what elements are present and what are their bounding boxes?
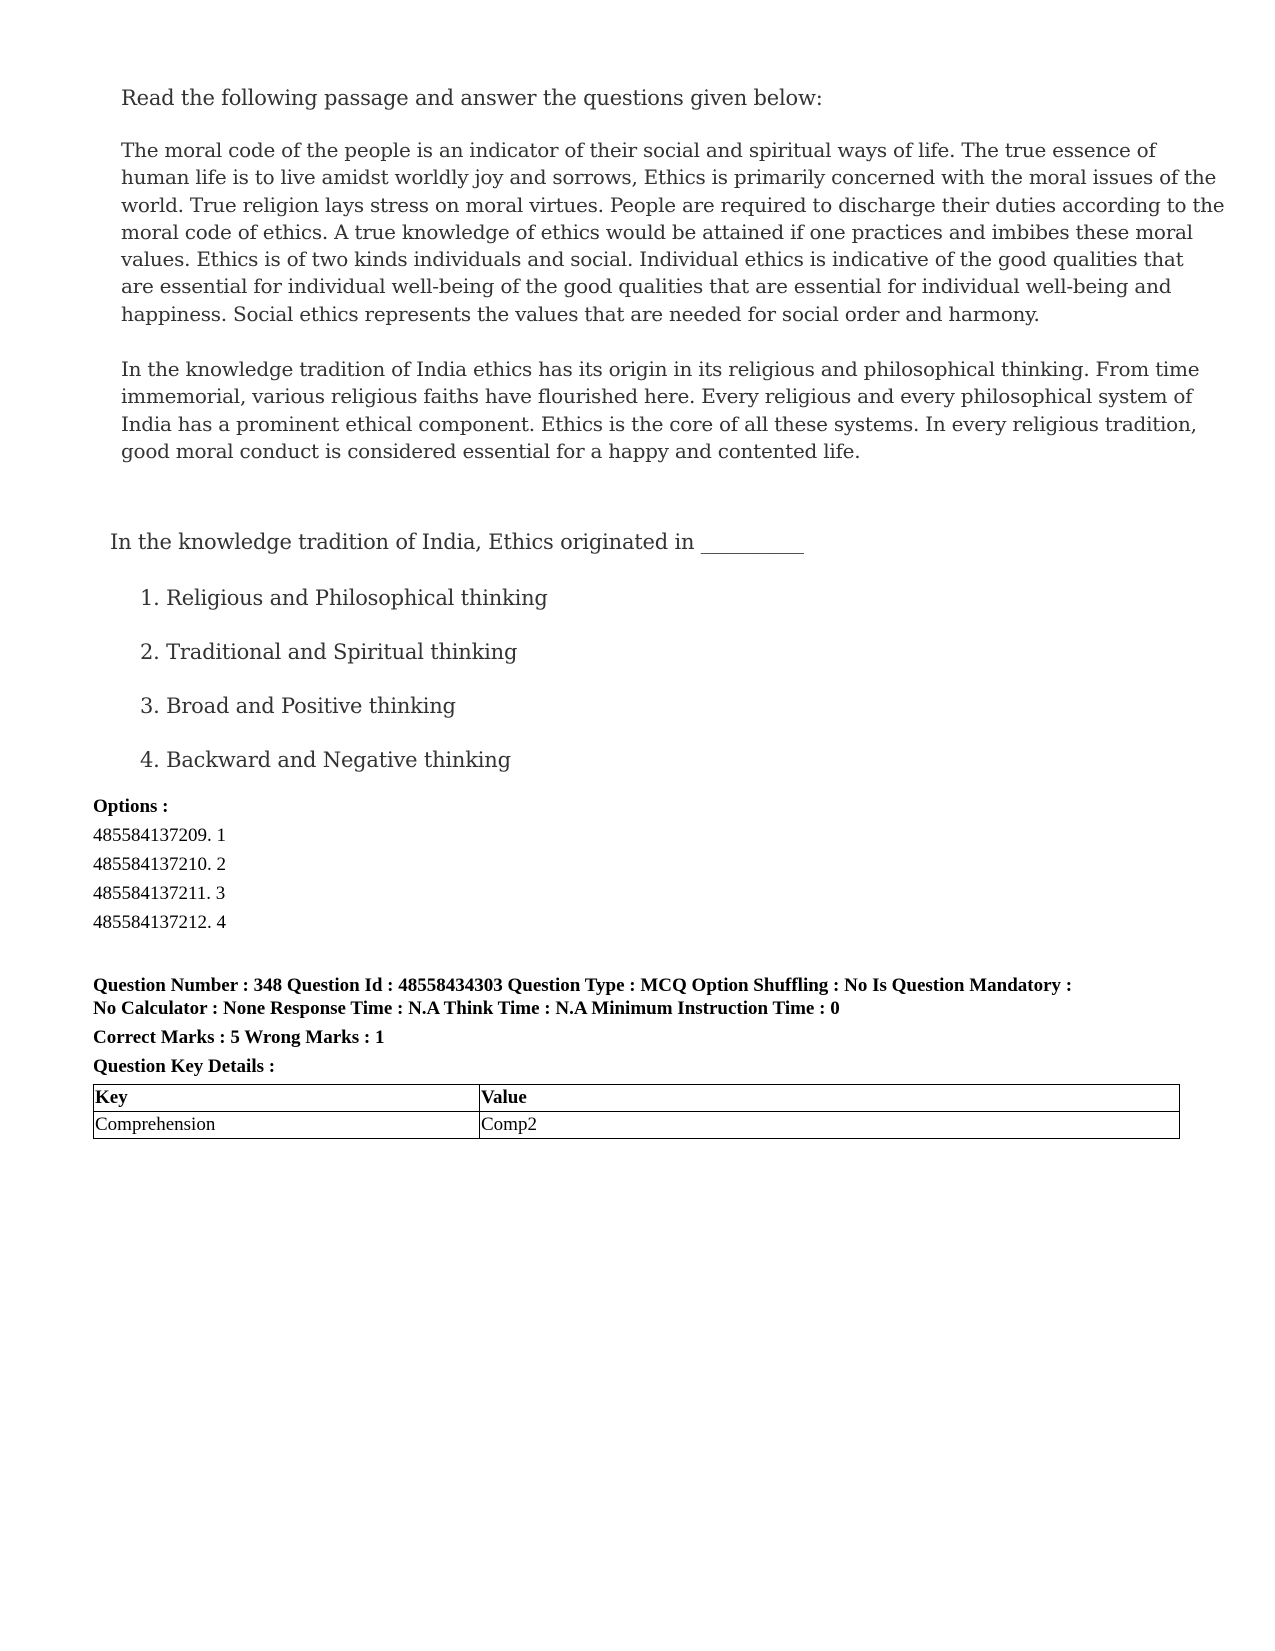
passage-line: good moral conduct is considered essential for a happy and contented life. [121, 438, 861, 463]
key-details-label: Question Key Details : [93, 1056, 276, 1077]
options-label: Options : [93, 796, 169, 817]
question-text: In the knowledge tradition of India, Ethics originated in __________ [110, 530, 804, 554]
table-header-row [94, 1085, 1180, 1112]
passage-line: The moral code of the people is an indicator of their social and spiritual ways of life. The true essence of [121, 138, 1156, 162]
passage-paragraph-1 [121, 137, 1225, 328]
option-item: 485584137212. 4 [93, 912, 226, 933]
question-choice-4: 4. Backward and Negative thinking [140, 748, 511, 772]
passage-line: world. True religion lays stress on moral virtues. People are required to discharge their duties according to the [121, 192, 1225, 217]
option-item: 485584137209. 1 [93, 825, 226, 846]
passage-intro: Read the following passage and answer the questions given below: [121, 86, 823, 110]
passage-line: India has a prominent ethical component. Ethics is the core of all these systems. In every religious tradition, [121, 411, 1197, 436]
table-cell-key: Comprehension [94, 1112, 480, 1139]
passage-line: happiness. Social ethics represents the values that are needed for social order and harmony. [121, 301, 1040, 326]
question-choice-3: 3. Broad and Positive thinking [140, 694, 456, 718]
question-choice-1: 1. Religious and Philosophical thinking [140, 586, 548, 610]
question-choice-2: 2. Traditional and Spiritual thinking [140, 640, 518, 664]
option-item: 485584137210. 2 [93, 854, 226, 875]
table-row [94, 1112, 1180, 1139]
key-details-table [93, 1084, 1180, 1139]
passage-line: human life is to live amidst worldly joy and sorrows, Ethics is primarily concerned with the moral issues of the [121, 165, 1217, 190]
question-meta-line-2: No Calculator : None Response Time : N.A Think Time : N.A Minimum Instruction Time : 0 [93, 998, 840, 1019]
question-marks: Correct Marks : 5 Wrong Marks : 1 [93, 1027, 385, 1048]
passage-line: immemorial, various religious faiths have flourished here. Every religious and every philosophical system of [121, 384, 1193, 409]
table-header-key: Key [94, 1085, 480, 1112]
passage-line: moral code of ethics. A true knowledge of ethics would be attained if one practices and imbibes these moral [121, 219, 1193, 244]
table-header-value: Value [480, 1085, 1180, 1112]
option-item: 485584137211. 3 [93, 883, 226, 904]
question-meta-line-1: Question Number : 348 Question Id : 48558434303 Question Type : MCQ Option Shuffling : No Is Question Mandatory : [93, 975, 1073, 996]
passage-line: In the knowledge tradition of India ethics has its origin in its religious and philosophical thinking. From time [121, 357, 1200, 381]
passage-line: are essential for individual well-being of the good qualities that are essential for individual well-being and [121, 274, 1172, 299]
passage-line: values. Ethics is of two kinds individuals and social. Individual ethics is indicative of the good qualities that [121, 247, 1184, 272]
passage-paragraph-2 [121, 356, 1201, 465]
table-cell-value: Comp2 [480, 1112, 1180, 1139]
